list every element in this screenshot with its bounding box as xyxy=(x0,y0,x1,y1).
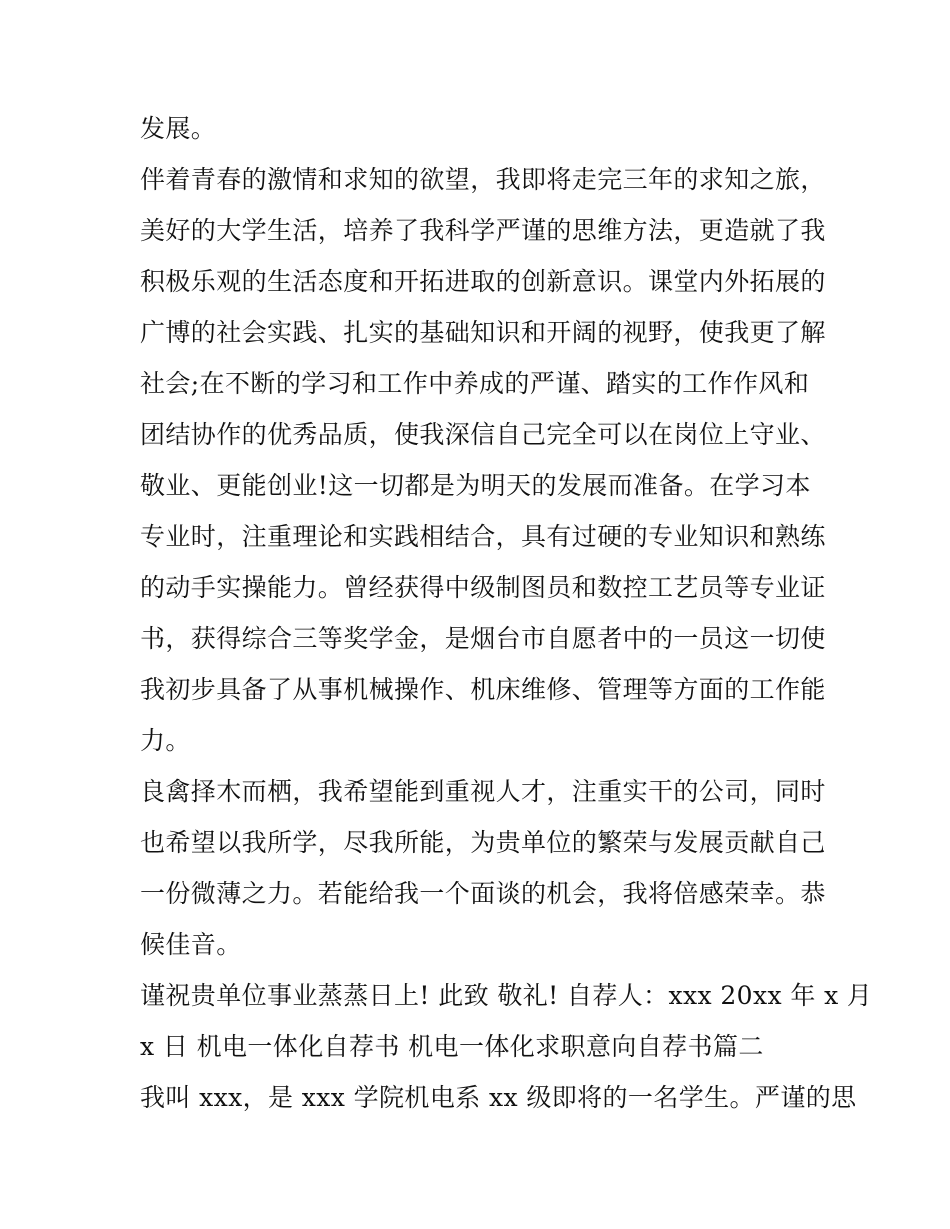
text-line: 的动手实操能力。曾经获得中级制图员和数控工艺员等专业证 xyxy=(140,573,826,602)
text-line: 候佳音。 xyxy=(140,930,242,959)
text-line: 团结协作的优秀品质，使我深信自己完全可以在岗位上守业、 xyxy=(140,420,826,449)
text-line: 我叫 xxx，是 xxx 学院机电系 xx 级即将的一名学生。严谨的思 xyxy=(140,1083,857,1112)
text-line: 专业时，注重理论和实践相结合，具有过硬的专业知识和熟练 xyxy=(140,522,826,551)
text-line: 社会;在不断的学习和工作中养成的严谨、踏实的工作作风和 xyxy=(140,369,810,398)
text-line: 我初步具备了从事机械操作、机床维修、管理等方面的工作能 xyxy=(140,675,826,704)
text-line: 谨祝贵单位事业蒸蒸日上! 此致 敬礼! 自荐人：xxx 20xx 年 x 月 xyxy=(140,981,873,1010)
text-line: 敬业、更能创业!这一切都是为明天的发展而准备。在学习本 xyxy=(140,471,811,500)
text-line: 积极乐观的生活态度和开拓进取的创新意识。课堂内外拓展的 xyxy=(140,267,826,296)
text-line: x 日 机电一体化自荐书 机电一体化求职意向自荐书篇二 xyxy=(140,1032,764,1061)
text-line: 一份微薄之力。若能给我一个面谈的机会，我将倍感荣幸。恭 xyxy=(140,879,826,908)
text-line: 伴着青春的激情和求知的欲望，我即将走完三年的求知之旅， xyxy=(140,165,826,194)
body-text xyxy=(140,106,873,1126)
text-line: 力。 xyxy=(140,726,191,755)
text-line: 良禽择木而栖，我希望能到重视人才，注重实干的公司，同时 xyxy=(140,777,826,806)
text-line: 也希望以我所学，尽我所能，为贵单位的繁荣与发展贡献自己 xyxy=(140,828,826,857)
text-line: 美好的大学生活，培养了我科学严谨的思维方法，更造就了我 xyxy=(140,216,826,245)
text-line: 广博的社会实践、扎实的基础知识和开阔的视野，使我更了解 xyxy=(140,318,826,347)
text-line: 书，获得综合三等奖学金，是烟台市自愿者中的一员这一切使 xyxy=(140,624,826,653)
text-line: 发展。 xyxy=(140,114,217,143)
